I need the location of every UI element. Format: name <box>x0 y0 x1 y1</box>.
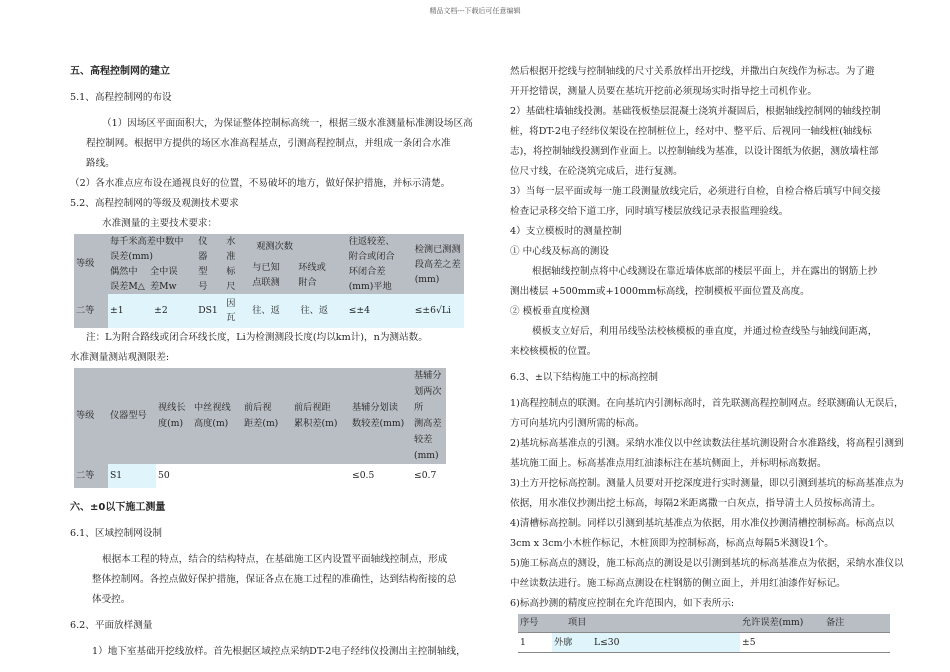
table-header-cell: 序号 <box>518 614 552 633</box>
section-5-title: 五、高程控制网的建立 <box>70 66 170 77</box>
table-header-cell: 等级 <box>74 368 108 464</box>
table-header-cell: 往返较差、 附合或闭合 环闭合差 (mm)平地 <box>347 234 413 294</box>
table-header-cell: 每千米高差中数中 误差(mm) 偶然中 误差M△ 全中误 差Mw <box>108 234 196 294</box>
paragraph: ① 中心线及标高的测设 <box>510 246 609 257</box>
table-header-cell: 仪 器 型 号 <box>196 234 224 294</box>
table-header-cell: 允许误差(mm) <box>740 614 824 633</box>
table-cell <box>824 633 890 653</box>
table-header-cell: 项目 <box>552 614 740 633</box>
paragraph: 根据本工程的特点，结合的结构特点，在基础施工区内设置平面轴线控制点，形成 <box>102 554 448 565</box>
table-header-cell: 观测次数 与已知 点联测 环线或 附合 <box>250 234 346 294</box>
elevation-tolerance-table <box>518 614 890 653</box>
table-note: 注：L为附合路线或闭合环线长度，Li为检测测段长度(均以km计)，n为测站数。 <box>86 332 428 343</box>
section-6-title: 六、±0以下施工测量 <box>70 502 166 513</box>
table-cell <box>292 464 350 488</box>
paragraph: 路线。 <box>86 158 115 169</box>
subsection-6-2: 6.2、平面放样测量 <box>70 620 153 631</box>
paragraph: 3）当每一层平面或每一施工段测量放线完后，必须进行自检，自检合格后填写中间交接 <box>510 186 881 197</box>
table-cell: 50 <box>158 470 170 481</box>
paragraph: ② 模板垂直度检测 <box>510 306 590 317</box>
paragraph: 测出楼层 +500mm或+1000mm标高线，控制模板平面位置及高度。 <box>510 286 810 297</box>
table-header-cell: 前后视距 累积差(m) <box>292 368 350 464</box>
paragraph: 6)标高抄测的精度应控制在允许范围内，如下表所示: <box>510 598 735 609</box>
table-header-cell: 仪器型号 <box>108 368 156 464</box>
table-cell: ±5 <box>740 633 824 653</box>
paragraph: 体受控。 <box>92 594 131 605</box>
table-cell: ≤±4 <box>347 294 413 328</box>
paragraph: 2）基础柱墙轴线投测。基础筏板垫层混凝土浇筑并凝固后，根据轴线控制网的轴线控制 <box>510 106 881 117</box>
table-cell <box>242 464 292 488</box>
paragraph: 基坑施工面上。标高基准点用红油漆标注在基坑侧面上，并标明标高数据。 <box>510 458 827 469</box>
paragraph: 4）支立模板时的测量控制 <box>510 226 622 237</box>
table-header-cell: 基辅分划两次所 测高差较差(mm) <box>412 368 446 464</box>
subsection-5-1: 5.1、高程控制网的布设 <box>70 92 172 103</box>
paragraph: 方可向基坑内引测所需的标高。 <box>510 418 645 429</box>
table-cell: 1 <box>518 633 552 653</box>
paragraph: 然后根据开挖线与控制轴线的尺寸关系放样出开挖线，并撒出白灰线作为标志。为了避 <box>510 66 875 77</box>
page-header: 精品文档---下载后可任意编辑 <box>429 7 521 15</box>
table-header-cell: 视线长 度(m) <box>156 368 192 464</box>
table-cell: S1 <box>108 464 156 488</box>
table-header-cell: 基辅分划读 数较差(mm) <box>350 368 412 464</box>
table-header-cell: 备注 <box>824 614 890 633</box>
table-cell: ±1 <box>108 294 152 328</box>
leveling-requirements-table <box>74 234 464 328</box>
table-cell: 往、返 <box>250 294 298 328</box>
paragraph: （1）因场区平面面积大，为保证整体控制标高统一，根据三级水准测量标准测设场区高 <box>102 118 473 129</box>
table-cell: 二等 <box>74 294 108 328</box>
paragraph: （2）各水准点应布设在通视良好的位置，不易破坏的地方，做好保护措施，并标示清楚。 <box>70 178 451 189</box>
paragraph: 3cm x 3cm小木桩作标记，木桩顶即为控制标高，标高点每隔5米测设1个。 <box>510 538 834 549</box>
paragraph: 桩，将DT-2电子经纬仪架设在控制桩位上，经对中、整平后、后视同一轴线桩(轴线标 <box>510 126 872 137</box>
table-header-cell: 等级 <box>74 234 108 294</box>
subsection-6-3: 6.3、±以下结构施工中的标高控制 <box>510 372 659 383</box>
paragraph: 依据，用水准仪抄测出挖土标高，每隔2米距离撒一白灰点，指导清土人员按标高清土。 <box>510 498 881 509</box>
table-cell: 二等 <box>74 464 108 488</box>
paragraph: 检查记录移交给下道工序，同时填写楼层放线记录表报监理验线。 <box>510 206 789 217</box>
table-cell: 因 瓦 <box>224 294 250 328</box>
table-header-cell: 水 准 标 尺 <box>224 234 250 294</box>
table-caption: 水准测量测站观测限差: <box>70 352 170 363</box>
paragraph: 中丝读数法进行。施工标高点测设在柱钢筋的侧立面上，并用红油漆作好标记。 <box>510 578 846 589</box>
paragraph: 1）地下室基础开挖线放样。首先根据区域控点采纳DT-2电子经纬仪投测出主控制轴线， <box>92 646 466 657</box>
table-cell: ±2 <box>152 294 196 328</box>
paragraph: 整体控制网。各控点做好保护措施，保证各点在施工过程的准确性，达到结构衔接的总 <box>92 574 457 585</box>
paragraph: 根据轴线控制点将中心线测设在靠近墙体底部的楼层平面上，并在露出的钢筋上抄 <box>532 266 878 277</box>
left-column <box>70 62 473 662</box>
paragraph: 5)施工标高点的测设，施工标高点的测设是以引测到基坑的标高基准点为依据，采纳水准仪以 <box>510 558 904 569</box>
table-header-cell: 前后视 距差(m) <box>242 368 292 464</box>
paragraph: 4)清槽标高控制。同样以引测到基坑基准点为依据，用水准仪抄测清槽控制标高。标高点以 <box>510 518 895 529</box>
table-caption: 水准测量的主要技术要求： <box>102 218 218 229</box>
table-cell: ≤±6√Li <box>413 294 464 328</box>
station-limits-table <box>74 368 446 488</box>
paragraph: 2)基坑标高基准点的引测。采纳水准仪以中丝读数法往基坑测设附合水准路线，将高程引测到 <box>510 438 904 449</box>
paragraph: 开开挖错误，测量人员要在基坑开挖前必须现场实时指导挖土司机作业。 <box>510 86 817 97</box>
table-cell: DS1 <box>196 294 224 328</box>
paragraph: 1)高程控制点的联测。在向基坑内引测标高时，首先联测高程控制网点。经联测确认无误后， <box>510 398 904 409</box>
paragraph: 程控制网。根据甲方提供的场区水准高程基点，引测高程控制点，并组成一条闭合水准 <box>86 138 451 149</box>
paragraph: 3)土方开挖标高控制。测量人员要对开挖深度进行实时测量，即以引测到基坑的标高基准点为 <box>510 478 904 489</box>
table-cell: 往、返 <box>298 294 346 328</box>
table-header-cell: 检测已测测 段高差之差 (mm) <box>413 234 464 294</box>
subsection-5-2: 5.2、高程控制网的等级及观测技术要求 <box>70 198 239 209</box>
paragraph: 位尺寸线，在砼浇筑完成后，进行复测。 <box>510 166 683 177</box>
table-cell: ≤0.5 <box>352 470 375 481</box>
table-cell <box>192 464 242 488</box>
right-column <box>510 62 904 653</box>
paragraph: 志)，将控制轴线投测到作业面上。以控制轴线为基准，以设计图纸为依据，测放墙柱部 <box>510 146 879 157</box>
paragraph: 来校核模板的位置。 <box>510 346 597 357</box>
paragraph: 模板支立好后，利用吊线坠法校核模板的垂直度，并通过检查线坠与轴线间距离， <box>532 326 878 337</box>
table-cell: 外廓 L≤30 <box>552 633 740 653</box>
table-cell: ≤0.7 <box>414 470 437 481</box>
table-header-cell: 中丝视线 高度(m) <box>192 368 242 464</box>
subsection-6-1: 6.1、区域控制网设制 <box>70 528 163 539</box>
